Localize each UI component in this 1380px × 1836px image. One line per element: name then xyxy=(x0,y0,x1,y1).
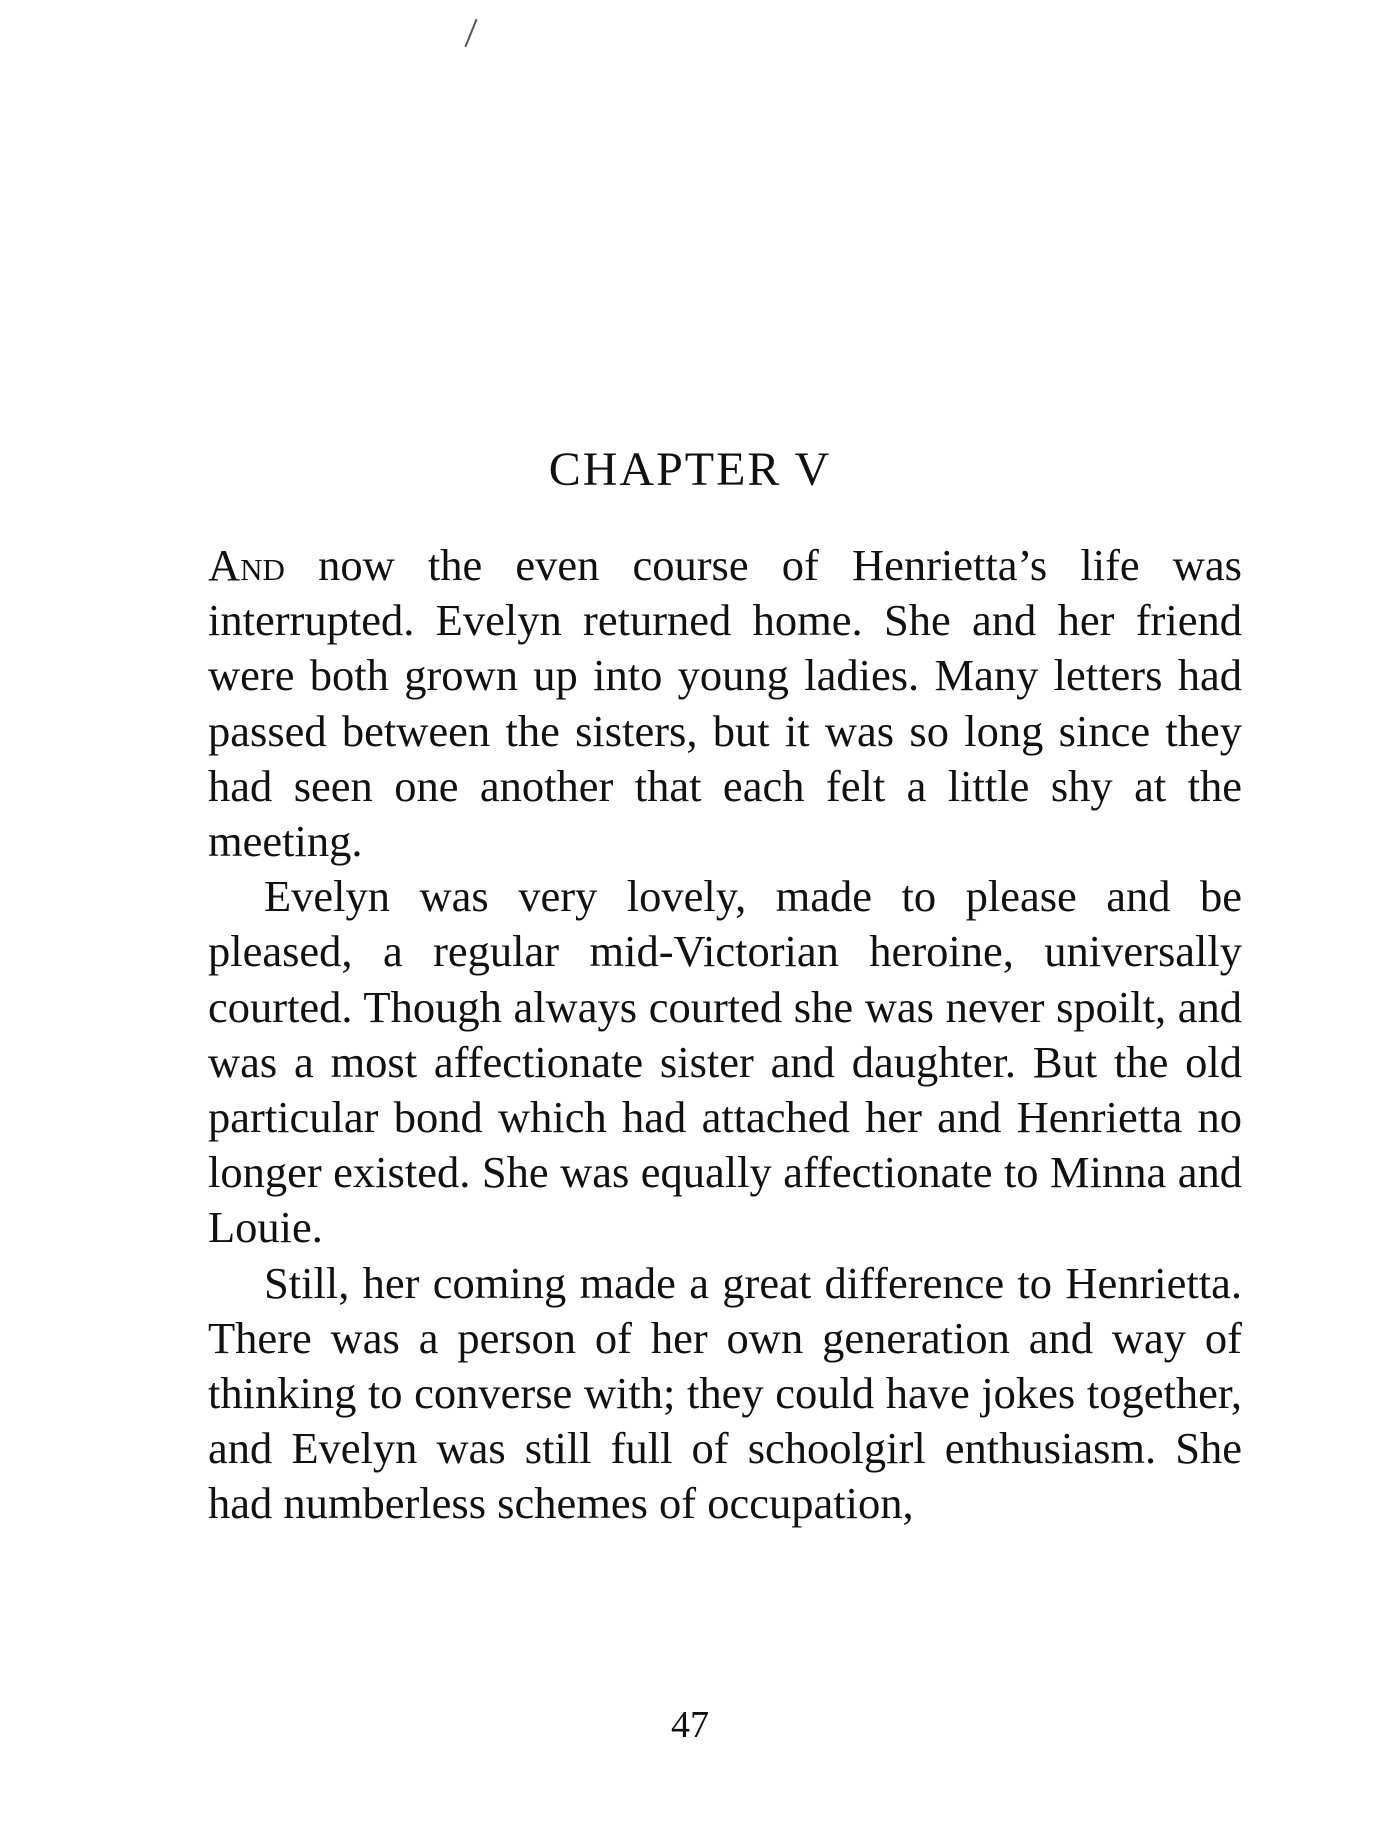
chapter-body xyxy=(208,538,1242,1532)
chapter-title: CHAPTER V xyxy=(548,443,832,496)
paragraph-2: Evelyn was very lovely, made to please and be pleased, a regular mid-Victorian heroine, universally courted. Though always courted she was never spoilt, and was a most affectionate sister and daughter. But the old particular bond which had attached her and Henrietta no longer existed. She was equally affectionate to Minna and Louie. xyxy=(208,871,1242,1253)
stray-pen-mark xyxy=(464,19,477,48)
page-number: 47 xyxy=(671,1704,709,1746)
paragraph-text: now the even course of Henrietta’s life was interrupted. Evelyn returned home. She and her friend were both grown up into young ladies. Many letters had passed between the sisters, but it was so long since they had seen one another that each felt a little shy at the meeting. xyxy=(208,540,1242,867)
paragraph-1 xyxy=(208,538,1242,869)
paragraph-3: Still, her coming made a great difference to Henrietta. There was a person of her own generation and way of thinking to converse with; they could have jokes together, and Evelyn was still full of schoolgirl enthusiasm. She had numberless schemes of occupation, xyxy=(208,1257,1242,1529)
paragraph-lead-caps: And xyxy=(208,540,285,590)
